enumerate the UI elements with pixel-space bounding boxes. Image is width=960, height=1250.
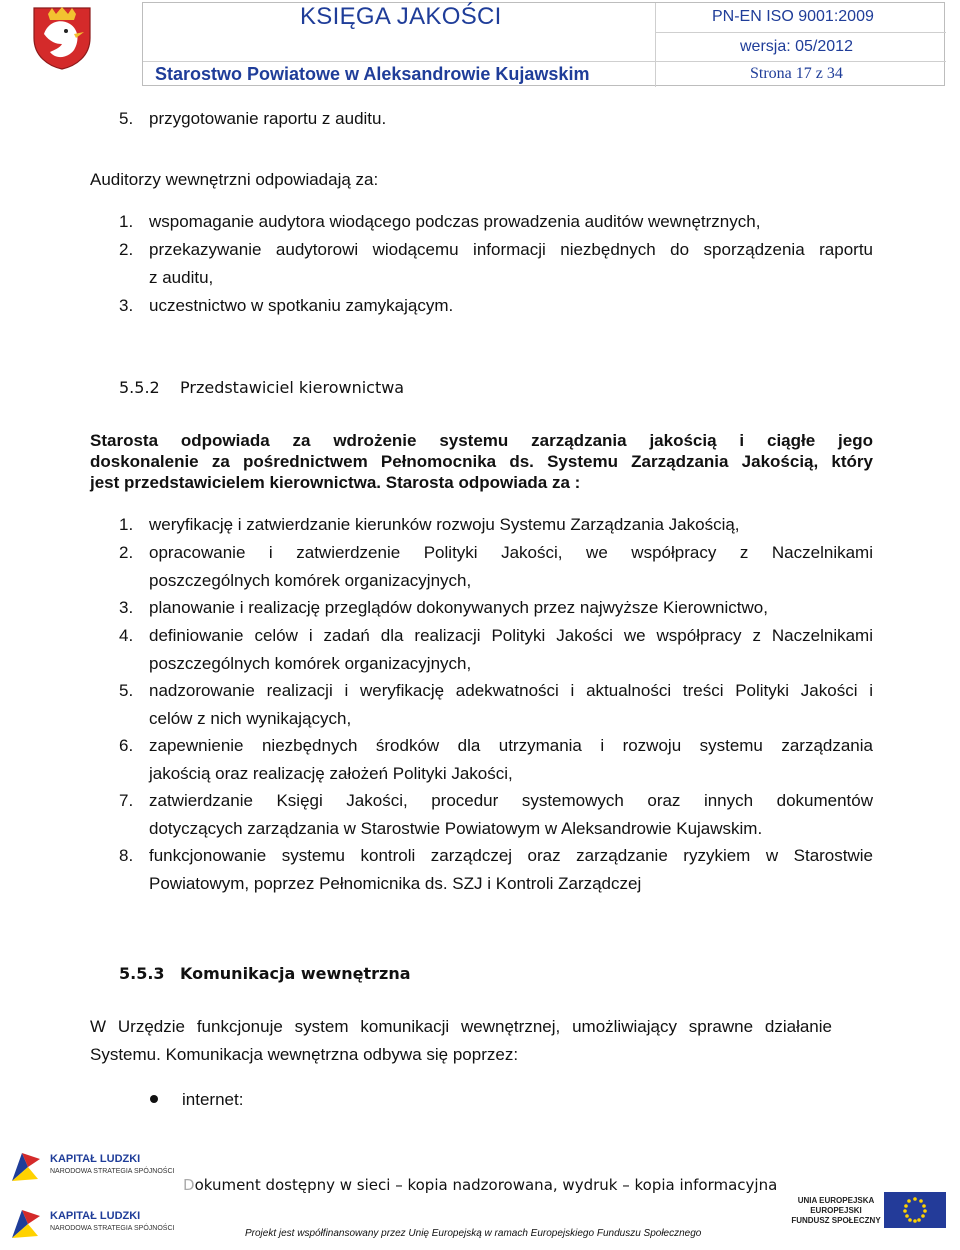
logo-title: KAPITAŁ LUDZKI (50, 1210, 141, 1222)
list-item: definiowanie celów i zadań dla realizacji Polityki Jakości we współpracy z Naczelnikami (149, 626, 873, 645)
kapital-ludzki-icon (8, 1206, 44, 1242)
list-item: planowanie i realizację przeglądów dokonywanych przez najwyższe Kierownictwo, (149, 598, 768, 617)
list-number: 8. (119, 846, 134, 865)
list-item: opracowanie i zatwierdzenie Polityki Jakości, we współpracy z Naczelnikami (149, 543, 873, 562)
list-item: przygotowanie raportu z auditu. (149, 109, 387, 128)
list-number: 2. (119, 240, 134, 259)
list-item-continued: celów z nich wynikających, (149, 709, 352, 728)
document-title: KSIĘGA JAKOŚCI (300, 3, 502, 30)
version-label: wersja: 05/2012 (740, 38, 853, 55)
list-number: 6. (119, 736, 134, 755)
list-item-continued: jakością oraz realizację założeń Polityki Jakości, (149, 764, 513, 783)
list-number: 3. (119, 296, 134, 315)
list-item-continued: z auditu, (149, 268, 214, 287)
kapital-ludzki-icon (8, 1149, 44, 1185)
section-number: 5.5.3 (119, 964, 165, 983)
bullet-icon (150, 1095, 158, 1103)
standard-label: PN-EN ISO 9001:2009 (712, 8, 874, 25)
page-number: Strona 17 z 34 (750, 65, 843, 82)
paragraph-line: Systemu. Komunikacja wewnętrzna odbywa się poprzez: (90, 1045, 519, 1064)
paragraph-line: doskonalenie za pośrednictwem Pełnomocnika ds. Systemu Zarządzania Jakością, który (90, 452, 873, 471)
list-item: zapewnienie niezbędnych środków dla utrzymania i rozwoju systemu zarządzania (149, 736, 873, 755)
eu-flag-icon (884, 1192, 946, 1228)
paragraph-line: Starosta odpowiada za wdrożenie systemu zarządzania jakością i ciągłe jego (90, 431, 873, 450)
logo-subtitle: NARODOWA STRATEGIA SPÓJNOŚCI (50, 1168, 175, 1175)
list-item: weryfikację i zatwierdzanie kierunków rozwoju Systemu Zarządzania Jakością, (149, 515, 740, 534)
list-number: 7. (119, 791, 134, 810)
list-item-continued: dotyczących zarządzania w Starostwie Powiatowym w Aleksandrowie Kujawskim. (149, 819, 763, 838)
bullet-item: internet: (182, 1090, 244, 1109)
section-number: 5.5.2 (119, 378, 160, 397)
county-crest-icon (30, 4, 94, 70)
list-number: 1. (119, 212, 134, 231)
list-item-continued: Powiatowym, poprzez Pełnomicnika ds. SZJ i Kontroli Zarządczej (149, 874, 642, 893)
section-title: Komunikacja wewnętrzna (180, 964, 411, 983)
list-item: funkcjonowanie systemu kontroli zarządczej oraz zarządzanie ryzykiem w Starostwie (149, 846, 873, 865)
section-intro: Auditorzy wewnętrzni odpowiadają za: (90, 170, 379, 189)
list-number: 2. (119, 543, 134, 562)
logo-subtitle: NARODOWA STRATEGIA SPÓJNOŚCI (50, 1225, 175, 1232)
project-funding-note: Projekt jest współfinansowany przez Unię Europejską w ramach Europejskiego Funduszu Społecznego (245, 1228, 702, 1239)
office-name: Starostwo Powiatowe w Aleksandrowie Kujawskim (155, 64, 590, 84)
kapital-ludzki-logo (8, 1204, 183, 1244)
paragraph-line: W Urzędzie funkcjonuje system komunikacji wewnętrznej, umożliwiający sprawne działanie (90, 1017, 832, 1036)
eu-label (790, 1196, 882, 1226)
list-number: 5. (119, 109, 134, 128)
note-first-letter: D (183, 1176, 195, 1194)
eu-line: UNIA EUROPEJSKA (797, 1196, 875, 1205)
document-status-note (183, 1176, 777, 1194)
list-number: 3. (119, 598, 134, 617)
list-number: 5. (119, 681, 134, 700)
note-text: okument dostępny w sieci – kopia nadzorowana, wydruk – kopia informacyjna (194, 1176, 778, 1194)
eu-line: EUROPEJSKI (810, 1206, 862, 1215)
logo-title: KAPITAŁ LUDZKI (50, 1153, 141, 1165)
list-number: 4. (119, 626, 134, 645)
kapital-ludzki-logo (8, 1147, 183, 1187)
paragraph-line: jest przedstawicielem kierownictwa. Starosta odpowiada za : (90, 473, 581, 492)
list-item: uczestnictwo w spotkaniu zamykającym. (149, 296, 454, 315)
list-item-continued: poszczególnych komórek organizacyjnych, (149, 654, 472, 673)
list-item: przekazywanie audytorowi wiodącemu informacji niezbędnych do sporządzenia raportu (149, 240, 873, 259)
section-title: Przedstawiciel kierownictwa (180, 378, 405, 397)
list-item: nadzorowanie realizacji i weryfikację adekwatności i aktualności treści Polityki Jakości i (149, 681, 873, 700)
eu-line: FUNDUSZ SPOŁECZNY (791, 1216, 881, 1225)
list-number: 1. (119, 515, 134, 534)
list-item: wspomaganie audytora wiodącego podczas prowadzenia auditów wewnętrznych, (149, 212, 761, 231)
starosta-paragraph (90, 430, 873, 493)
list-item: zatwierdzanie Księgi Jakości, procedur systemowych oraz innych dokumentów (149, 791, 873, 810)
list-item-continued: poszczególnych komórek organizacyjnych, (149, 571, 472, 590)
